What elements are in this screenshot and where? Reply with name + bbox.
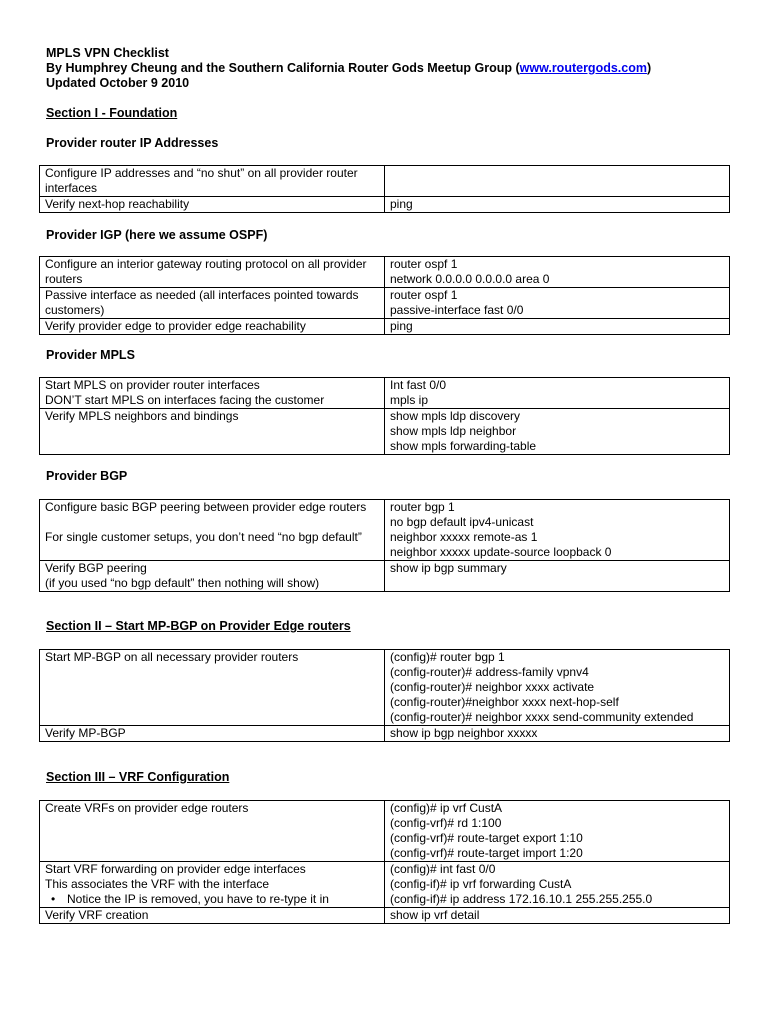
section-2-title: Section II – Start MP-BGP on Provider Edge routers	[46, 619, 351, 633]
table-row	[40, 908, 730, 924]
table-row	[40, 650, 730, 726]
document-updated: Updated October 9 2010	[46, 76, 190, 90]
provider-igp-title: Provider IGP (here we assume OSPF)	[46, 228, 268, 242]
table-row	[40, 561, 730, 592]
table-cell: ping	[385, 319, 730, 335]
table-cell: Verify VRF creation	[40, 908, 385, 924]
table-cell: router ospf 1 network 0.0.0.0 0.0.0.0 area 0	[385, 257, 730, 288]
author-text: By Humphrey Cheung and the Southern California Router Gods Meetup Group (	[46, 61, 520, 75]
author-suffix: )	[646, 61, 652, 75]
table-cell: show mpls ldp discovery show mpls ldp neighbor show mpls forwarding-table	[385, 409, 730, 455]
vrf-table	[39, 800, 730, 924]
routergods-link[interactable]: www.routergods.com	[519, 61, 647, 75]
table-row	[40, 378, 730, 409]
table-row	[40, 500, 730, 561]
table-cell: Start MP-BGP on all necessary provider routers	[40, 650, 385, 726]
table-cell: Verify MP-BGP	[40, 726, 385, 742]
table-cell: Start VRF forwarding on provider edge interfaces This associates the VRF with the interface • Notice the IP is removed, you have to re-type it in	[40, 862, 385, 908]
table-cell: Verify BGP peering (if you used “no bgp default” then nothing will show)	[40, 561, 385, 592]
bullet-item: • Notice the IP is removed, you have to re-type it in	[45, 892, 379, 907]
document-header	[46, 46, 651, 91]
table-row	[40, 166, 730, 197]
table-cell: show ip bgp summary	[385, 561, 730, 592]
table-cell: Start MPLS on provider router interfaces DON’T start MPLS on interfaces facing the customer	[40, 378, 385, 409]
table-cell: Configure IP addresses and “no shut” on all provider router interfaces	[40, 166, 385, 197]
table-cell: show ip bgp neighbor xxxxx	[385, 726, 730, 742]
section-1-title: Section I - Foundation	[46, 106, 178, 120]
table-row	[40, 409, 730, 455]
provider-bgp-title: Provider BGP	[46, 469, 128, 483]
table-row	[40, 288, 730, 319]
document-author	[46, 61, 651, 76]
provider-ip-title: Provider router IP Addresses	[46, 136, 219, 150]
table-cell: Passive interface as needed (all interfaces pointed towards customers)	[40, 288, 385, 319]
provider-ip-table	[39, 165, 730, 213]
table-row	[40, 726, 730, 742]
table-row	[40, 862, 730, 908]
provider-mpls-title: Provider MPLS	[46, 348, 135, 362]
table-cell: Create VRFs on provider edge routers	[40, 801, 385, 862]
table-row	[40, 801, 730, 862]
table-row	[40, 257, 730, 288]
table-cell: Int fast 0/0 mpls ip	[385, 378, 730, 409]
table-cell: ping	[385, 197, 730, 213]
provider-mpls-table	[39, 377, 730, 455]
table-cell: show ip vrf detail	[385, 908, 730, 924]
table-cell: Verify provider edge to provider edge reachability	[40, 319, 385, 335]
table-cell: router bgp 1 no bgp default ipv4-unicast neighbor xxxxx remote-as 1 neighbor xxxxx update-source loopback 0	[385, 500, 730, 561]
mp-bgp-table	[39, 649, 730, 742]
section-3-title: Section III – VRF Configuration	[46, 770, 230, 784]
table-cell: Verify MPLS neighbors and bindings	[40, 409, 385, 455]
table-row	[40, 319, 730, 335]
provider-igp-table	[39, 256, 730, 335]
table-cell: router ospf 1 passive-interface fast 0/0	[385, 288, 730, 319]
table-cell: (config)# int fast 0/0 (config-if)# ip vrf forwarding CustA (config-if)# ip address 172.16.10.1 255.255.255.0	[385, 862, 730, 908]
table-cell: Configure basic BGP peering between provider edge routers For single customer setups, you don’t need “no bgp default”	[40, 500, 385, 561]
table-cell: (config)# ip vrf CustA (config-vrf)# rd 1:100 (config-vrf)# route-target export 1:10 (config-vrf)# route-target import 1:20	[385, 801, 730, 862]
provider-bgp-table	[39, 499, 730, 592]
table-row	[40, 197, 730, 213]
table-cell: (config)# router bgp 1 (config-router)# address-family vpnv4 (config-router)# neighbor xxxx activate (config-router)#neighbor xxxx next-hop-self (config-router)# neighbor xxxx send-community extended	[385, 650, 730, 726]
table-cell: Verify next-hop reachability	[40, 197, 385, 213]
table-cell: Configure an interior gateway routing protocol on all provider routers	[40, 257, 385, 288]
document-title: MPLS VPN Checklist	[46, 46, 169, 60]
table-cell	[385, 166, 730, 197]
